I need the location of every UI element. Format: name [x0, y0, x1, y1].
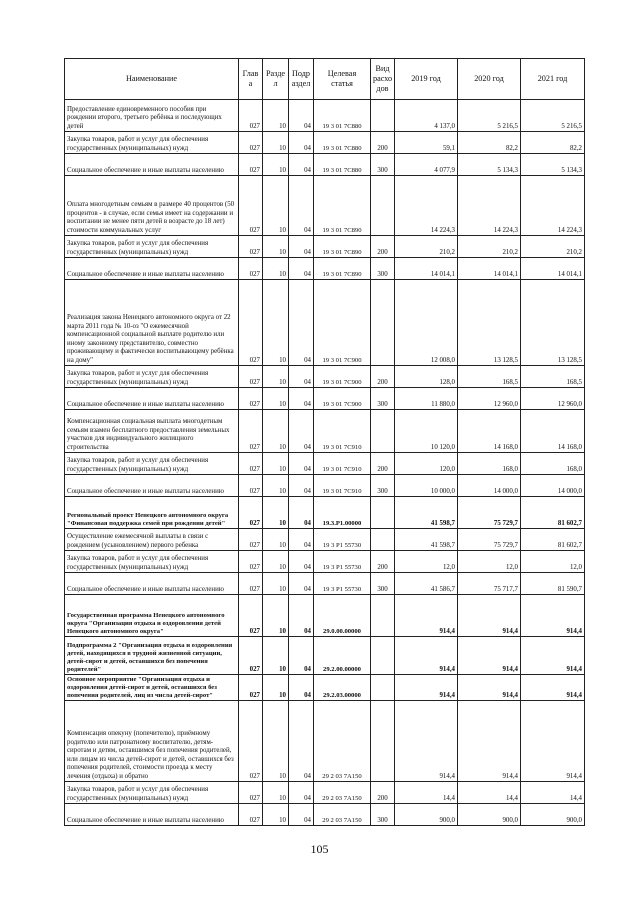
row-target-article: 29.2.03.00000 [314, 675, 371, 701]
row-value-2020: 914,4 [458, 595, 521, 637]
row-glava: 027 [239, 154, 263, 176]
row-glava: 027 [239, 100, 263, 132]
row-value-2019: 14 224,3 [395, 176, 458, 236]
row-razdel: 10 [263, 453, 289, 475]
row-target-article: 19 3 01 7С910 [314, 410, 371, 453]
row-value-2019: 914,4 [395, 637, 458, 675]
row-expense-type: 200 [371, 453, 395, 475]
row-value-2019: 14,4 [395, 782, 458, 804]
row-name: Реализация закона Ненецкого автономного округа от 22 марта 2011 года № 10-оз "О ежемесячной компенсационной социальной выплате родителю или иному законному представителю, совместно проживающему и фактически воспитывающему ребёнка на дому" [65, 280, 239, 366]
row-razdel: 10 [263, 573, 289, 595]
row-glava: 027 [239, 258, 263, 280]
row-podrazdel: 04 [289, 366, 314, 388]
row-value-2020: 14 168,0 [458, 410, 521, 453]
row-value-2020: 75 729,7 [458, 497, 521, 529]
row-razdel: 10 [263, 595, 289, 637]
table-row [65, 637, 585, 675]
row-podrazdel: 04 [289, 280, 314, 366]
row-podrazdel: 04 [289, 595, 314, 637]
row-expense-type [371, 100, 395, 132]
row-expense-type: 300 [371, 388, 395, 410]
row-name: Региональный проект Ненецкого автономного округа "Финансовая поддержка семей при рождении детей" [65, 497, 239, 529]
table-body [65, 100, 585, 826]
row-value-2019: 900,0 [395, 804, 458, 826]
row-glava: 027 [239, 475, 263, 497]
row-razdel: 10 [263, 176, 289, 236]
table-row [65, 176, 585, 236]
row-target-article: 29 2 03 7А150 [314, 701, 371, 782]
row-name: Социальное обеспечение и иные выплаты населению [65, 475, 239, 497]
header-target-article: Целевая статья [314, 59, 371, 100]
row-expense-type: 300 [371, 475, 395, 497]
row-glava: 027 [239, 529, 263, 551]
row-value-2019: 128,0 [395, 366, 458, 388]
row-value-2020: 914,4 [458, 675, 521, 701]
table-row [65, 154, 585, 176]
row-glava: 027 [239, 453, 263, 475]
row-name: Закупка товаров, работ и услуг для обеспечения государственных (муниципальных) нужд [65, 236, 239, 258]
row-value-2019: 120,0 [395, 453, 458, 475]
row-value-2019: 4 077,9 [395, 154, 458, 176]
row-value-2021: 14,4 [521, 782, 585, 804]
row-glava: 027 [239, 280, 263, 366]
row-glava: 027 [239, 366, 263, 388]
row-value-2019: 10 120,0 [395, 410, 458, 453]
header-expense-type: Вид расхо дов [371, 59, 395, 100]
row-razdel: 10 [263, 529, 289, 551]
row-value-2021: 13 128,5 [521, 280, 585, 366]
row-name: Социальное обеспечение и иные выплаты населению [65, 388, 239, 410]
table-row [65, 132, 585, 154]
row-value-2021: 81 590,7 [521, 573, 585, 595]
row-expense-type: 200 [371, 132, 395, 154]
row-expense-type [371, 675, 395, 701]
row-razdel: 10 [263, 258, 289, 280]
table-row [65, 410, 585, 453]
row-name: Оплата многодетным семьям в размере 40 процентов (50 процентов - в случае, если семья имеет на содержании и воспитании не менее пяти детей в возрасте до 18 лет) стоимости коммунальных услуг [65, 176, 239, 236]
row-value-2019: 41 586,7 [395, 573, 458, 595]
row-value-2020: 168,0 [458, 453, 521, 475]
row-value-2020: 75 717,7 [458, 573, 521, 595]
row-value-2020: 14 224,3 [458, 176, 521, 236]
row-value-2021: 5 134,3 [521, 154, 585, 176]
row-podrazdel: 04 [289, 258, 314, 280]
table-row [65, 475, 585, 497]
row-name: Закупка товаров, работ и услуг для обеспечения государственных (муниципальных) нужд [65, 782, 239, 804]
row-target-article: 19 3 01 7С900 [314, 366, 371, 388]
row-podrazdel: 04 [289, 132, 314, 154]
row-name: Осуществление ежемесячной выплаты в связи с рождением (усыновлением) первого ребенка [65, 529, 239, 551]
page-number: 105 [310, 842, 329, 856]
row-expense-type [371, 637, 395, 675]
table-row [65, 280, 585, 366]
row-podrazdel: 04 [289, 804, 314, 826]
row-value-2019: 914,4 [395, 595, 458, 637]
row-glava: 027 [239, 132, 263, 154]
header-year-2019: 2019 год [395, 59, 458, 100]
row-razdel: 10 [263, 701, 289, 782]
header-podrazdel: Подр аздел [289, 59, 314, 100]
row-target-article: 19 3 01 7С880 [314, 154, 371, 176]
row-value-2020: 75 729,7 [458, 529, 521, 551]
row-expense-type [371, 176, 395, 236]
row-glava: 027 [239, 497, 263, 529]
row-value-2019: 59,1 [395, 132, 458, 154]
row-value-2021: 168,0 [521, 453, 585, 475]
row-value-2021: 12 960,0 [521, 388, 585, 410]
row-value-2021: 14 014,1 [521, 258, 585, 280]
row-target-article: 19 3 01 7С900 [314, 280, 371, 366]
row-name: Основное мероприятие "Организация отдыха и оздоровления детей-сирот и детей, оставшихся без попечения родителей, лиц из числа детей-сирот" [65, 675, 239, 701]
header-name: Наименование [65, 59, 239, 100]
row-target-article: 29 2 03 7А150 [314, 804, 371, 826]
row-expense-type: 200 [371, 366, 395, 388]
row-target-article: 19 3 01 7С880 [314, 100, 371, 132]
row-value-2020: 914,4 [458, 637, 521, 675]
row-glava: 027 [239, 782, 263, 804]
table-row [65, 804, 585, 826]
row-target-article: 29.0.00.00000 [314, 595, 371, 637]
row-value-2020: 12,0 [458, 551, 521, 573]
row-name: Подпрограмма 2 "Организация отдыха и оздоровления детей, находящихся в трудной жизненной ситуации, детей-сирот и детей, оставшихся без попечения родителей" [65, 637, 239, 675]
table-row [65, 236, 585, 258]
row-name: Социальное обеспечение и иные выплаты населению [65, 154, 239, 176]
row-name: Закупка товаров, работ и услуг для обеспечения государственных (муниципальных) нужд [65, 453, 239, 475]
row-value-2021: 82,2 [521, 132, 585, 154]
row-expense-type [371, 701, 395, 782]
row-expense-type: 200 [371, 551, 395, 573]
row-razdel: 10 [263, 280, 289, 366]
row-expense-type: 300 [371, 804, 395, 826]
row-value-2019: 41 598,7 [395, 497, 458, 529]
row-target-article: 29.2.00.00000 [314, 637, 371, 675]
row-value-2019: 914,4 [395, 701, 458, 782]
row-value-2021: 914,4 [521, 675, 585, 701]
row-name: Социальное обеспечение и иные выплаты населению [65, 258, 239, 280]
row-value-2020: 14 014,1 [458, 258, 521, 280]
row-value-2020: 12 960,0 [458, 388, 521, 410]
row-value-2021: 81 602,7 [521, 497, 585, 529]
row-target-article: 19 3 01 7С910 [314, 475, 371, 497]
row-target-article: 19 3 01 7С900 [314, 388, 371, 410]
row-expense-type [371, 410, 395, 453]
row-glava: 027 [239, 236, 263, 258]
row-name: Закупка товаров, работ и услуг для обеспечения государственных (муниципальных) нужд [65, 366, 239, 388]
row-podrazdel: 04 [289, 573, 314, 595]
row-value-2021: 900,0 [521, 804, 585, 826]
row-expense-type: 300 [371, 258, 395, 280]
table-row [65, 595, 585, 637]
row-value-2020: 5 134,3 [458, 154, 521, 176]
row-expense-type: 300 [371, 573, 395, 595]
table-row [65, 366, 585, 388]
row-target-article: 19 3 01 7С890 [314, 258, 371, 280]
table-header-row [65, 59, 585, 100]
row-razdel: 10 [263, 132, 289, 154]
row-expense-type [371, 595, 395, 637]
row-podrazdel: 04 [289, 100, 314, 132]
row-value-2020: 82,2 [458, 132, 521, 154]
row-value-2019: 12 008,0 [395, 280, 458, 366]
row-podrazdel: 04 [289, 453, 314, 475]
row-glava: 027 [239, 701, 263, 782]
budget-table [64, 58, 585, 826]
header-razdel: Разде л [263, 59, 289, 100]
row-target-article: 19 3 01 7С880 [314, 132, 371, 154]
table-row [65, 453, 585, 475]
row-razdel: 10 [263, 410, 289, 453]
table-row [65, 551, 585, 573]
row-expense-type: 200 [371, 782, 395, 804]
row-value-2019: 10 000,0 [395, 475, 458, 497]
row-razdel: 10 [263, 366, 289, 388]
row-podrazdel: 04 [289, 176, 314, 236]
row-glava: 027 [239, 595, 263, 637]
row-podrazdel: 04 [289, 497, 314, 529]
row-expense-type [371, 280, 395, 366]
row-target-article: 19 3 Р1 55730 [314, 573, 371, 595]
row-podrazdel: 04 [289, 637, 314, 675]
row-podrazdel: 04 [289, 236, 314, 258]
row-name: Закупка товаров, работ и услуг для обеспечения государственных (муниципальных) нужд [65, 132, 239, 154]
row-razdel: 10 [263, 804, 289, 826]
header-year-2020: 2020 год [458, 59, 521, 100]
row-value-2020: 14,4 [458, 782, 521, 804]
row-value-2019: 210,2 [395, 236, 458, 258]
table-row [65, 573, 585, 595]
table-row [65, 100, 585, 132]
row-glava: 027 [239, 675, 263, 701]
row-glava: 027 [239, 551, 263, 573]
row-podrazdel: 04 [289, 782, 314, 804]
row-value-2019: 14 014,1 [395, 258, 458, 280]
row-target-article: 29 2 03 7А150 [314, 782, 371, 804]
row-podrazdel: 04 [289, 154, 314, 176]
row-razdel: 10 [263, 475, 289, 497]
row-podrazdel: 04 [289, 529, 314, 551]
row-expense-type [371, 529, 395, 551]
row-value-2020: 210,2 [458, 236, 521, 258]
row-name: Предоставление единовременного пособия при рождении второго, третьего ребёнка и последующих детей [65, 100, 239, 132]
row-razdel: 10 [263, 551, 289, 573]
row-target-article: 19 3 Р1 55730 [314, 529, 371, 551]
row-razdel: 10 [263, 100, 289, 132]
row-podrazdel: 04 [289, 551, 314, 573]
table-row [65, 529, 585, 551]
table-row [65, 258, 585, 280]
row-target-article: 19 3 01 7С890 [314, 236, 371, 258]
row-name: Компенсационная социальная выплата многодетным семьям взамен бесплатного предоставления земельных участков для индивидуального жилищного строительства [65, 410, 239, 453]
row-value-2021: 14 000,0 [521, 475, 585, 497]
row-podrazdel: 04 [289, 475, 314, 497]
row-expense-type [371, 497, 395, 529]
row-podrazdel: 04 [289, 410, 314, 453]
row-razdel: 10 [263, 154, 289, 176]
row-value-2019: 4 137,0 [395, 100, 458, 132]
table-row [65, 388, 585, 410]
row-glava: 027 [239, 410, 263, 453]
row-value-2020: 14 000,0 [458, 475, 521, 497]
row-value-2020: 168,5 [458, 366, 521, 388]
row-value-2021: 14 168,0 [521, 410, 585, 453]
header-glava: Глав а [239, 59, 263, 100]
table-row [65, 497, 585, 529]
row-expense-type: 300 [371, 154, 395, 176]
row-target-article: 19 3 Р1 55730 [314, 551, 371, 573]
row-glava: 027 [239, 176, 263, 236]
row-value-2019: 11 880,0 [395, 388, 458, 410]
table-row [65, 782, 585, 804]
row-target-article: 19 3 01 7С910 [314, 453, 371, 475]
row-value-2021: 914,4 [521, 701, 585, 782]
row-value-2021: 914,4 [521, 637, 585, 675]
header-year-2021: 2021 год [521, 59, 585, 100]
row-name: Социальное обеспечение и иные выплаты населению [65, 804, 239, 826]
row-value-2021: 12,0 [521, 551, 585, 573]
row-razdel: 10 [263, 497, 289, 529]
row-value-2019: 41 598,7 [395, 529, 458, 551]
row-razdel: 10 [263, 388, 289, 410]
row-razdel: 10 [263, 782, 289, 804]
table-row [65, 701, 585, 782]
row-value-2020: 5 216,5 [458, 100, 521, 132]
row-name: Закупка товаров, работ и услуг для обеспечения государственных (муниципальных) нужд [65, 551, 239, 573]
row-razdel: 10 [263, 675, 289, 701]
row-glava: 027 [239, 573, 263, 595]
row-name: Государственная программа Ненецкого автономного округа "Организация отдыха и оздоровления детей Ненецкого автономного округа" [65, 595, 239, 637]
row-glava: 027 [239, 804, 263, 826]
row-target-article: 19 3 01 7С890 [314, 176, 371, 236]
row-value-2021: 914,4 [521, 595, 585, 637]
row-razdel: 10 [263, 236, 289, 258]
row-name: Социальное обеспечение и иные выплаты населению [65, 573, 239, 595]
row-value-2019: 914,4 [395, 675, 458, 701]
row-value-2021: 14 224,3 [521, 176, 585, 236]
row-value-2019: 12,0 [395, 551, 458, 573]
row-value-2020: 13 128,5 [458, 280, 521, 366]
row-podrazdel: 04 [289, 388, 314, 410]
row-glava: 027 [239, 637, 263, 675]
row-podrazdel: 04 [289, 701, 314, 782]
row-name: Компенсация опекуну (попечителю), приёмному родителю или патронатному воспитателю, детям-сиротам и детям, оставшимся без попечения родителей, или лицам из числа детей-сирот и детей, оставшихся без попечения родителей, стоимости проезда к месту лечения (отдыха) и обратно [65, 701, 239, 782]
row-expense-type: 200 [371, 236, 395, 258]
row-glava: 027 [239, 388, 263, 410]
row-value-2021: 81 602,7 [521, 529, 585, 551]
row-podrazdel: 04 [289, 675, 314, 701]
row-value-2021: 5 216,5 [521, 100, 585, 132]
row-value-2020: 900,0 [458, 804, 521, 826]
row-value-2020: 914,4 [458, 701, 521, 782]
row-value-2021: 168,5 [521, 366, 585, 388]
row-value-2021: 210,2 [521, 236, 585, 258]
row-razdel: 10 [263, 637, 289, 675]
row-target-article: 19.3.Р1.00000 [314, 497, 371, 529]
table-row [65, 675, 585, 701]
